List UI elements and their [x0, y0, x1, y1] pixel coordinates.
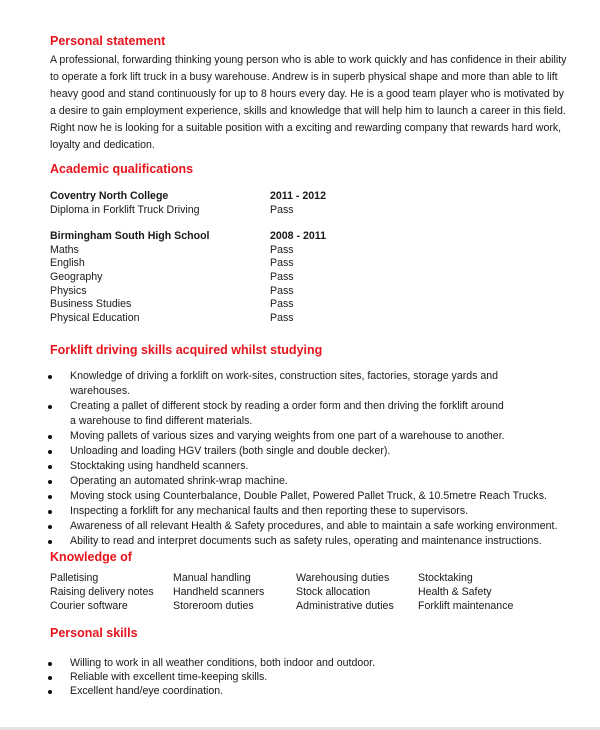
- list-item: Excellent hand/eye coordination.: [50, 684, 570, 698]
- knowledge-item: Administrative duties: [296, 600, 394, 612]
- section-heading: Personal skills: [50, 626, 138, 640]
- statement-line: to operate a fork lift truck in a busy warehouse. Andrew is in superb physical shape and more than able to lift: [50, 71, 558, 83]
- result: Pass: [270, 284, 294, 297]
- result: Pass: [270, 311, 294, 324]
- forklift-skills-list: [50, 369, 560, 549]
- knowledge-item: Courier software: [50, 600, 128, 612]
- forklift-skills-section: [50, 342, 560, 549]
- list-item: Willing to work in all weather conditions, both indoor and outdoor.: [50, 656, 570, 670]
- knowledge-item: Health & Safety: [418, 586, 492, 598]
- section-heading: Academic qualifications: [50, 162, 194, 176]
- school-years: 2011 - 2012: [270, 190, 326, 202]
- subject: Geography: [50, 270, 103, 283]
- section-heading: Personal statement: [50, 34, 166, 48]
- knowledge-section: [50, 549, 570, 613]
- result: Pass: [270, 257, 294, 270]
- personal-skills-list: [50, 656, 570, 698]
- knowledge-item: Stocktaking: [418, 572, 473, 584]
- subject: English: [50, 257, 85, 270]
- list-item: Awareness of all relevant Health & Safety procedures, and able to maintain a safe working environment.: [50, 519, 560, 534]
- list-item: Knowledge of driving a forklift on work-sites, construction sites, factories, storage yards and warehouses.: [50, 369, 560, 399]
- knowledge-item: Storeroom duties: [173, 600, 254, 612]
- section-heading: Knowledge of: [50, 550, 132, 564]
- qualification-table: [50, 230, 570, 325]
- statement-line: loyalty and dedication.: [50, 139, 155, 151]
- subject: Business Studies: [50, 298, 132, 311]
- personal-statement-section: [50, 33, 570, 154]
- list-item: Unloading and loading HGV trailers (both single and double decker).: [50, 444, 560, 459]
- knowledge-item: Raising delivery notes: [50, 586, 154, 598]
- statement-line: a desire to gain employment experience, skills and knowledge that will help him to launch a career in this field.: [50, 105, 566, 117]
- result: Pass: [270, 203, 294, 216]
- knowledge-item: Stock allocation: [296, 586, 371, 598]
- knowledge-item: Warehousing duties: [296, 572, 390, 584]
- statement-line: heavy good and stand continuously for up to 8 hours every day. He is a good team player who is motivated by: [50, 88, 564, 100]
- knowledge-item: Forklift maintenance: [418, 600, 514, 612]
- subject: Maths: [50, 243, 79, 256]
- list-item: Moving stock using Counterbalance, Double Pallet, Powered Pallet Truck, & 10.5metre Reach Trucks.: [50, 489, 560, 504]
- personal-skills-section: [50, 625, 570, 698]
- list-item: Stocktaking using handheld scanners.: [50, 459, 560, 474]
- list-item: Ability to read and interpret documents such as safety rules, operating and maintenance instructions.: [50, 534, 560, 549]
- list-item: Creating a pallet of different stock by reading a order form and then driving the forklift around a warehouse to find different materials.: [50, 399, 560, 429]
- subject: Physics: [50, 284, 87, 297]
- subject: Physical Education: [50, 311, 140, 324]
- list-item: Inspecting a forklift for any mechanical faults and then reporting these to supervisors.: [50, 504, 560, 519]
- statement-line: A professional, forwarding thinking young person who is able to work quickly and has confidence in their ability: [50, 54, 567, 66]
- subject: Diploma in Forklift Truck Driving: [50, 203, 200, 216]
- statement-line: Right now he is looking for a suitable position with a exciting and rewarding company that rewards hard work,: [50, 122, 562, 134]
- result: Pass: [270, 270, 294, 283]
- school-name: Birmingham South High School: [50, 230, 210, 243]
- qualification-table: [50, 190, 570, 217]
- list-item: Reliable with excellent time-keeping skills.: [50, 670, 570, 684]
- knowledge-item: Palletising: [50, 572, 99, 584]
- section-heading: Forklift driving skills acquired whilst studying: [50, 343, 323, 357]
- list-item: Operating an automated shrink-wrap machine.: [50, 474, 560, 489]
- result: Pass: [270, 298, 294, 311]
- academic-section: [50, 161, 570, 325]
- knowledge-item: Handheld scanners: [173, 586, 265, 598]
- school-years: 2008 - 2011: [270, 230, 326, 243]
- knowledge-item: Manual handling: [173, 572, 251, 584]
- result: Pass: [270, 243, 294, 256]
- knowledge-grid: [50, 571, 570, 613]
- list-item: Moving pallets of various sizes and varying weights from one part of a warehouse to another.: [50, 429, 560, 444]
- page-cutoff: [0, 703, 600, 730]
- school-name: Coventry North College: [50, 190, 169, 202]
